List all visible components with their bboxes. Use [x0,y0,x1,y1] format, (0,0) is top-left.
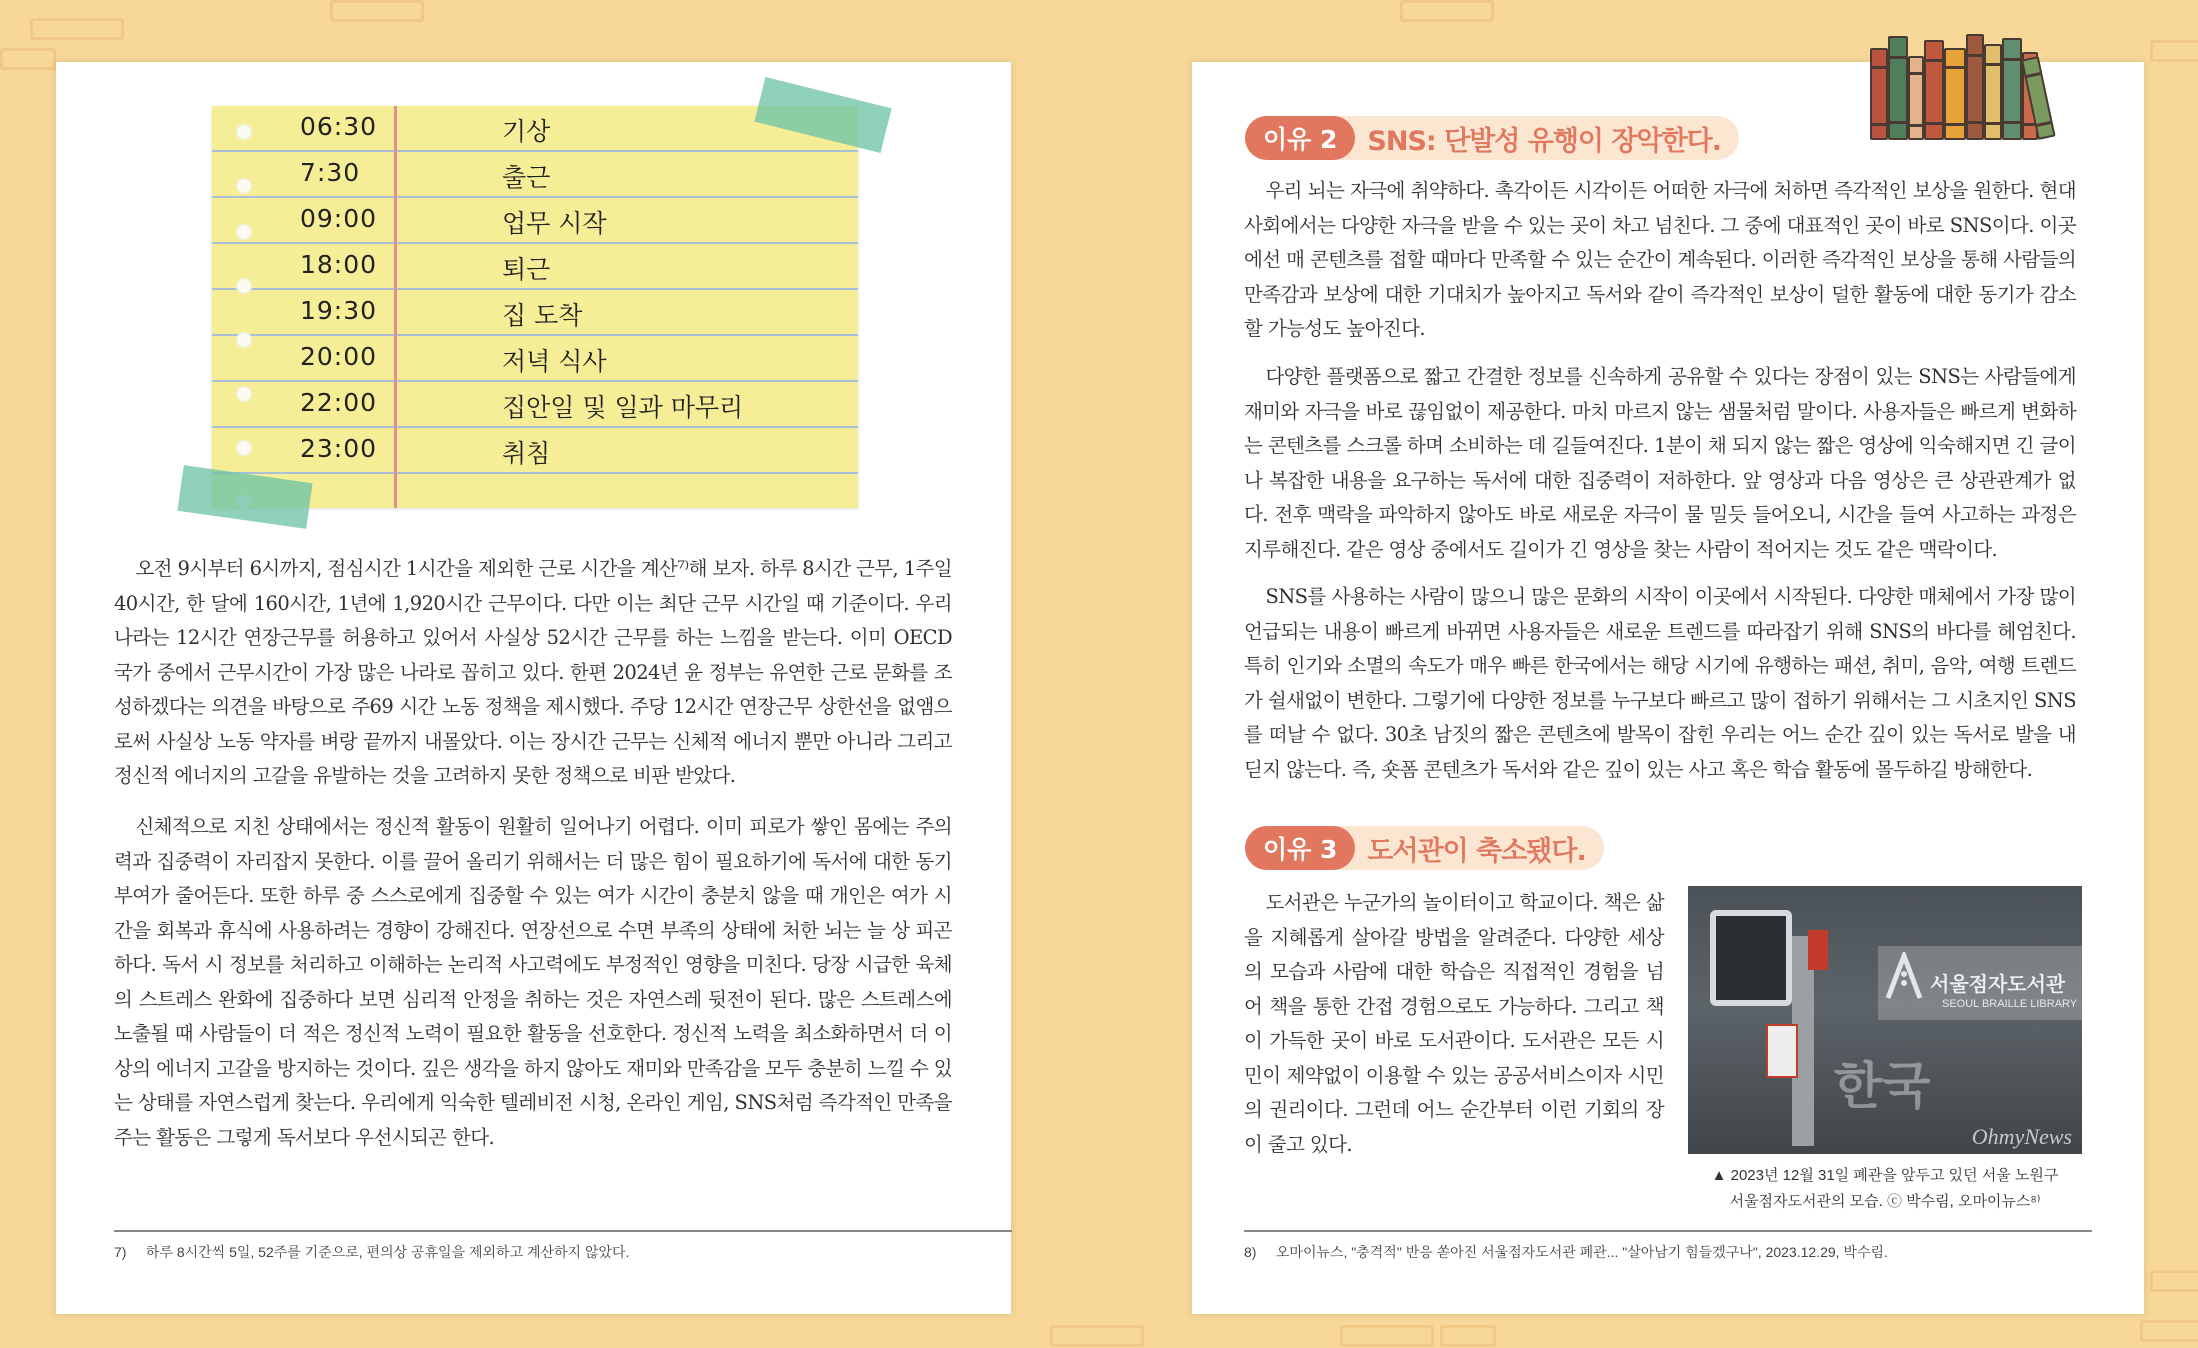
footnote-divider [114,1230,1012,1232]
notepad-row [212,244,858,290]
footnote-number: 8) [1244,1244,1257,1260]
photo-caption: ▲ 2023년 12월 31일 폐관을 앞두고 있던 서울 노원구 [1711,1167,2059,1184]
notepad-hole [236,224,252,240]
footnote-number: 7) [114,1244,127,1260]
footnote-divider [1244,1230,2092,1232]
reason-heading [1245,826,1604,870]
book-icon [1924,40,1944,140]
schedule-activity: 퇴근 [502,255,551,284]
notepad-row [212,428,858,474]
reason-badge: 이유 3 [1245,826,1355,870]
background-brick [0,48,56,70]
notepad-margin-line [394,106,397,508]
right-page [1192,62,2144,1314]
background-brick [2150,40,2198,62]
book-icon [1984,44,2002,140]
book-icon [1908,56,1924,140]
schedule-activity: 집 도착 [502,301,583,330]
books-illustration [1870,30,2060,140]
schedule-time: 09:00 [300,204,378,233]
book-icon [2002,38,2022,140]
schedule-activity: 출근 [502,163,551,192]
schedule-notepad [212,106,858,508]
schedule-time: 06:30 [300,112,378,141]
library-logo-icon [1884,952,1924,1002]
notice-sticker [1766,1024,1798,1078]
notepad-row [212,198,858,244]
schedule-time: 23:00 [300,434,378,463]
background-brick [1440,1325,1496,1347]
schedule-activity: 집안일 및 일과 마무리 [502,393,744,422]
footnote-text: 하루 8시간씩 5일, 52주를 기준으로, 편의상 공휴일을 제외하고 계산하지 않았다. [145,1244,630,1260]
glass-lettering: 한국 [1834,1057,1931,1115]
body-paragraph: 신체적으로 지친 상태에서는 정신적 활동이 원활히 일어나기 어렵다. 이미 피로가 쌓인 몸에는 주의력과 집중력이 자리잡지 못한다. 이를 끌어 올리기 위해서는 더 많은 힘이 필요하기에 독서에 대한 동기부여가 줄어든다. 또한 하루 중 스스로에게 집중할 수 있는 여가 시간이 충분치 않을 때 개인은 여가 시간을 회복과 휴식에 사용하려는 경향이 강해진다. 연장선으로 수면 부족의 상태에 처한 뇌는 늘 상 피곤하다. 독서 시 정보를 처리하고 이해하는 논리적 사고력에도 부정적인 영향을 미친다. 당장 시급한 육체의 스트레스 완화에 집중하다 보면 심리적 안정을 취하는 것은 자연스레 뒷전이 된다. 많은 스트레스에 노출될 때 사람들이 더 적은 정신적 노력이 필요한 활동을 선호한다. 정신적 노력을 최소화하면서 더 이상의 에너지 고갈을 방지하는 것이다. 깊은 생각을 하지 않아도 재미와 만족감을 모두 충분히 느낄 수 있는 상태를 자연스럽게 찾는다. 우리에게 익숙한 텔레비전 시청, 온라인 게임, SNS처럼 즉각적인 만족을 주는 활동은 그렇게 독서보다 우선시되곤 한다. [114,815,952,1149]
notepad-hole [236,124,252,140]
notepad-row [212,152,858,198]
photo-watermark: OhmyNews [1971,1124,2072,1149]
background-brick [2150,1270,2198,1292]
schedule-time: 7:30 [300,158,361,187]
notepad-hole [236,386,252,402]
notepad-hole [236,440,252,456]
sign-english: SEOUL BRAILLE LIBRARY [1942,998,2078,1010]
notepad-hole [236,178,252,194]
body-paragraph: 도서관은 누군가의 놀이터이고 학교이다. 책은 삶을 지혜롭게 살아갈 방법을 알려준다. 다양한 세상의 모습과 사람에 대한 학습은 직접적인 경험을 넘어 책을 통한 간접 경험으로도 가능하다. 그리고 책이 가득한 곳이 바로 도서관이다. 도서관은 모든 시민이 제약없이 이용할 수 있는 공공서비스이자 시민의 권리이다. 그런데 어느 순간부터 이런 기회의 장이 줄고 있다. [1244,891,1664,1156]
card-reader [1710,910,1792,1006]
background-brick [1400,0,1494,22]
red-block [1808,930,1828,970]
schedule-activity: 취침 [502,439,551,468]
book-icon [1888,36,1908,140]
notepad-row [212,336,858,382]
schedule-activity: 저녁 식사 [502,347,607,376]
library-photo [1688,886,2082,1154]
schedule-activity: 업무 시작 [502,209,607,238]
schedule-time: 19:30 [300,296,378,325]
background-brick [330,0,424,22]
reason-title: 도서관이 축소됐다. [1367,835,1586,867]
book-icon [1944,48,1966,140]
notepad-row [212,382,858,428]
book-icon [1870,48,1888,140]
photo-caption: 서울점자도서관의 모습. ⓒ 박수림, 오마이뉴스⁸⁾ [1729,1193,2041,1210]
body-paragraph: 오전 9시부터 6시까지, 점심시간 1시간을 제외한 근로 시간을 계산⁷⁾해 보자. 하루 8시간 근무, 1주일 40시간, 한 달에 160시간, 1년에 1,920시간 근무이다. 다만 이는 최단 근무 시간일 때 기준이다. 우리나라는 12시간 연장근무를 허용하고 있어서 사실상 52시간 근무를 하는 느낌을 받는다. 이미 OECD 국가 중에서 근무시간이 가장 많은 나라로 꼽히고 있다. 한편 2024년 윤 정부는 유연한 근로 문화를 조성하겠다는 의견을 바탕으로 주69 시간 노동 정책을 제시했다. 주당 12시간 연장근무 상한선을 없앰으로써 사실상 노동 약자를 벼랑 끝까지 내몰았다. 이는 장시간 근무는 신체적 에너지 뿐만 아니라 그리고 정신적 에너지의 고갈을 유발하는 것을 고려하지 못한 정책으로 비판 받았다. [114,557,952,787]
body-paragraph: 우리 뇌는 자극에 취약하다. 촉각이든 시각이든 어떠한 자극에 처하면 즉각적인 보상을 원한다. 현대 사회에서는 다양한 자극을 받을 수 있는 곳이 차고 넘친다. 그 중에 대표적인 곳이 바로 SNS이다. 이곳에선 매 콘텐츠를 접할 때마다 만족할 수 있는 순간이 계속된다. 이러한 즉각적인 보상을 통해 사람들의 만족감과 보상에 대한 기대치가 높아지고 독서와 같이 즉각적인 보상이 덜한 활동에 대한 동기가 감소할 가능성도 높아진다. [1244,179,2076,340]
notepad-row [212,290,858,336]
background-brick [1340,1325,1434,1347]
schedule-time: 20:00 [300,342,378,371]
body-paragraph: SNS를 사용하는 사람이 많으니 많은 문화의 시작이 이곳에서 시작된다. 다양한 매체에서 가장 많이 언급되는 내용이 빠르게 바뀌면 사용자들은 새로운 트렌드를 따라잡기 위해 SNS의 바다를 헤엄친다. 특히 인기와 소멸의 속도가 매우 빠른 한국에서는 해당 시기에 유행하는 패션, 취미, 음악, 여행 트렌드가 쉴새없이 변한다. 그렇기에 다양한 정보를 누구보다 빠르고 많이 접하기 위해서는 그 시초지인 SNS를 떠날 수 없다. 30초 남짓의 짧은 콘텐츠에 발목이 잡힌 우리는 어느 순간 깊이 있는 독서로 발을 내딛지 않는다. 즉, 숏폼 콘텐츠가 독서와 같은 깊이 있는 사고 혹은 학습 활동에 몰두하길 방해한다. [1244,585,2076,781]
reason-badge: 이유 2 [1245,116,1355,160]
reason-heading [1245,116,1739,160]
book-icon [1966,34,1984,140]
schedule-time: 18:00 [300,250,378,279]
footnote [114,1242,629,1262]
body-paragraph: 다양한 플랫폼으로 짧고 간결한 정보를 신속하게 공유할 수 있다는 장점이 있는 SNS는 사람들에게 재미와 자극을 바로 끊임없이 제공한다. 마치 마르지 않는 샘물처럼 말이다. 사용자들은 빠르게 변화하는 콘텐츠를 스크롤 하며 소비하는 데 길들여진다. 1분이 채 되지 않는 짧은 영상에 익숙해지면 긴 글이나 복잡한 내용을 요구하는 독서에 대한 집중력이 저하한다. 앞 영상과 다음 영상은 큰 상관관계가 없다. 전후 맥락을 파악하지 않아도 바로 새로운 자극이 물 밀듯 들어오니, 시간을 들여 사고하는 과정은 지루해진다. 같은 영상 중에서도 길이가 긴 영상을 찾는 사람이 적어지는 것도 같은 맥락이다. [1244,365,2076,561]
schedule-activity: 기상 [502,117,551,146]
notepad-hole [236,332,252,348]
background-brick [30,18,124,40]
schedule-time: 22:00 [300,388,378,417]
sign-korean: 서울점자도서관 [1930,972,2066,996]
notepad-hole [236,278,252,294]
background-brick [1050,1325,1144,1347]
footnote-text: 오마이뉴스, "충격적" 반응 쏟아진 서울점자도서관 폐관... "살아남기 힘들겠구나", 2023.12.29, 박수림. [1275,1244,1888,1260]
background-brick [2140,1320,2198,1342]
footnote [1244,1242,1888,1262]
reason-title: SNS: 단발성 유행이 장악한다. [1367,125,1721,157]
left-page [56,62,1011,1314]
